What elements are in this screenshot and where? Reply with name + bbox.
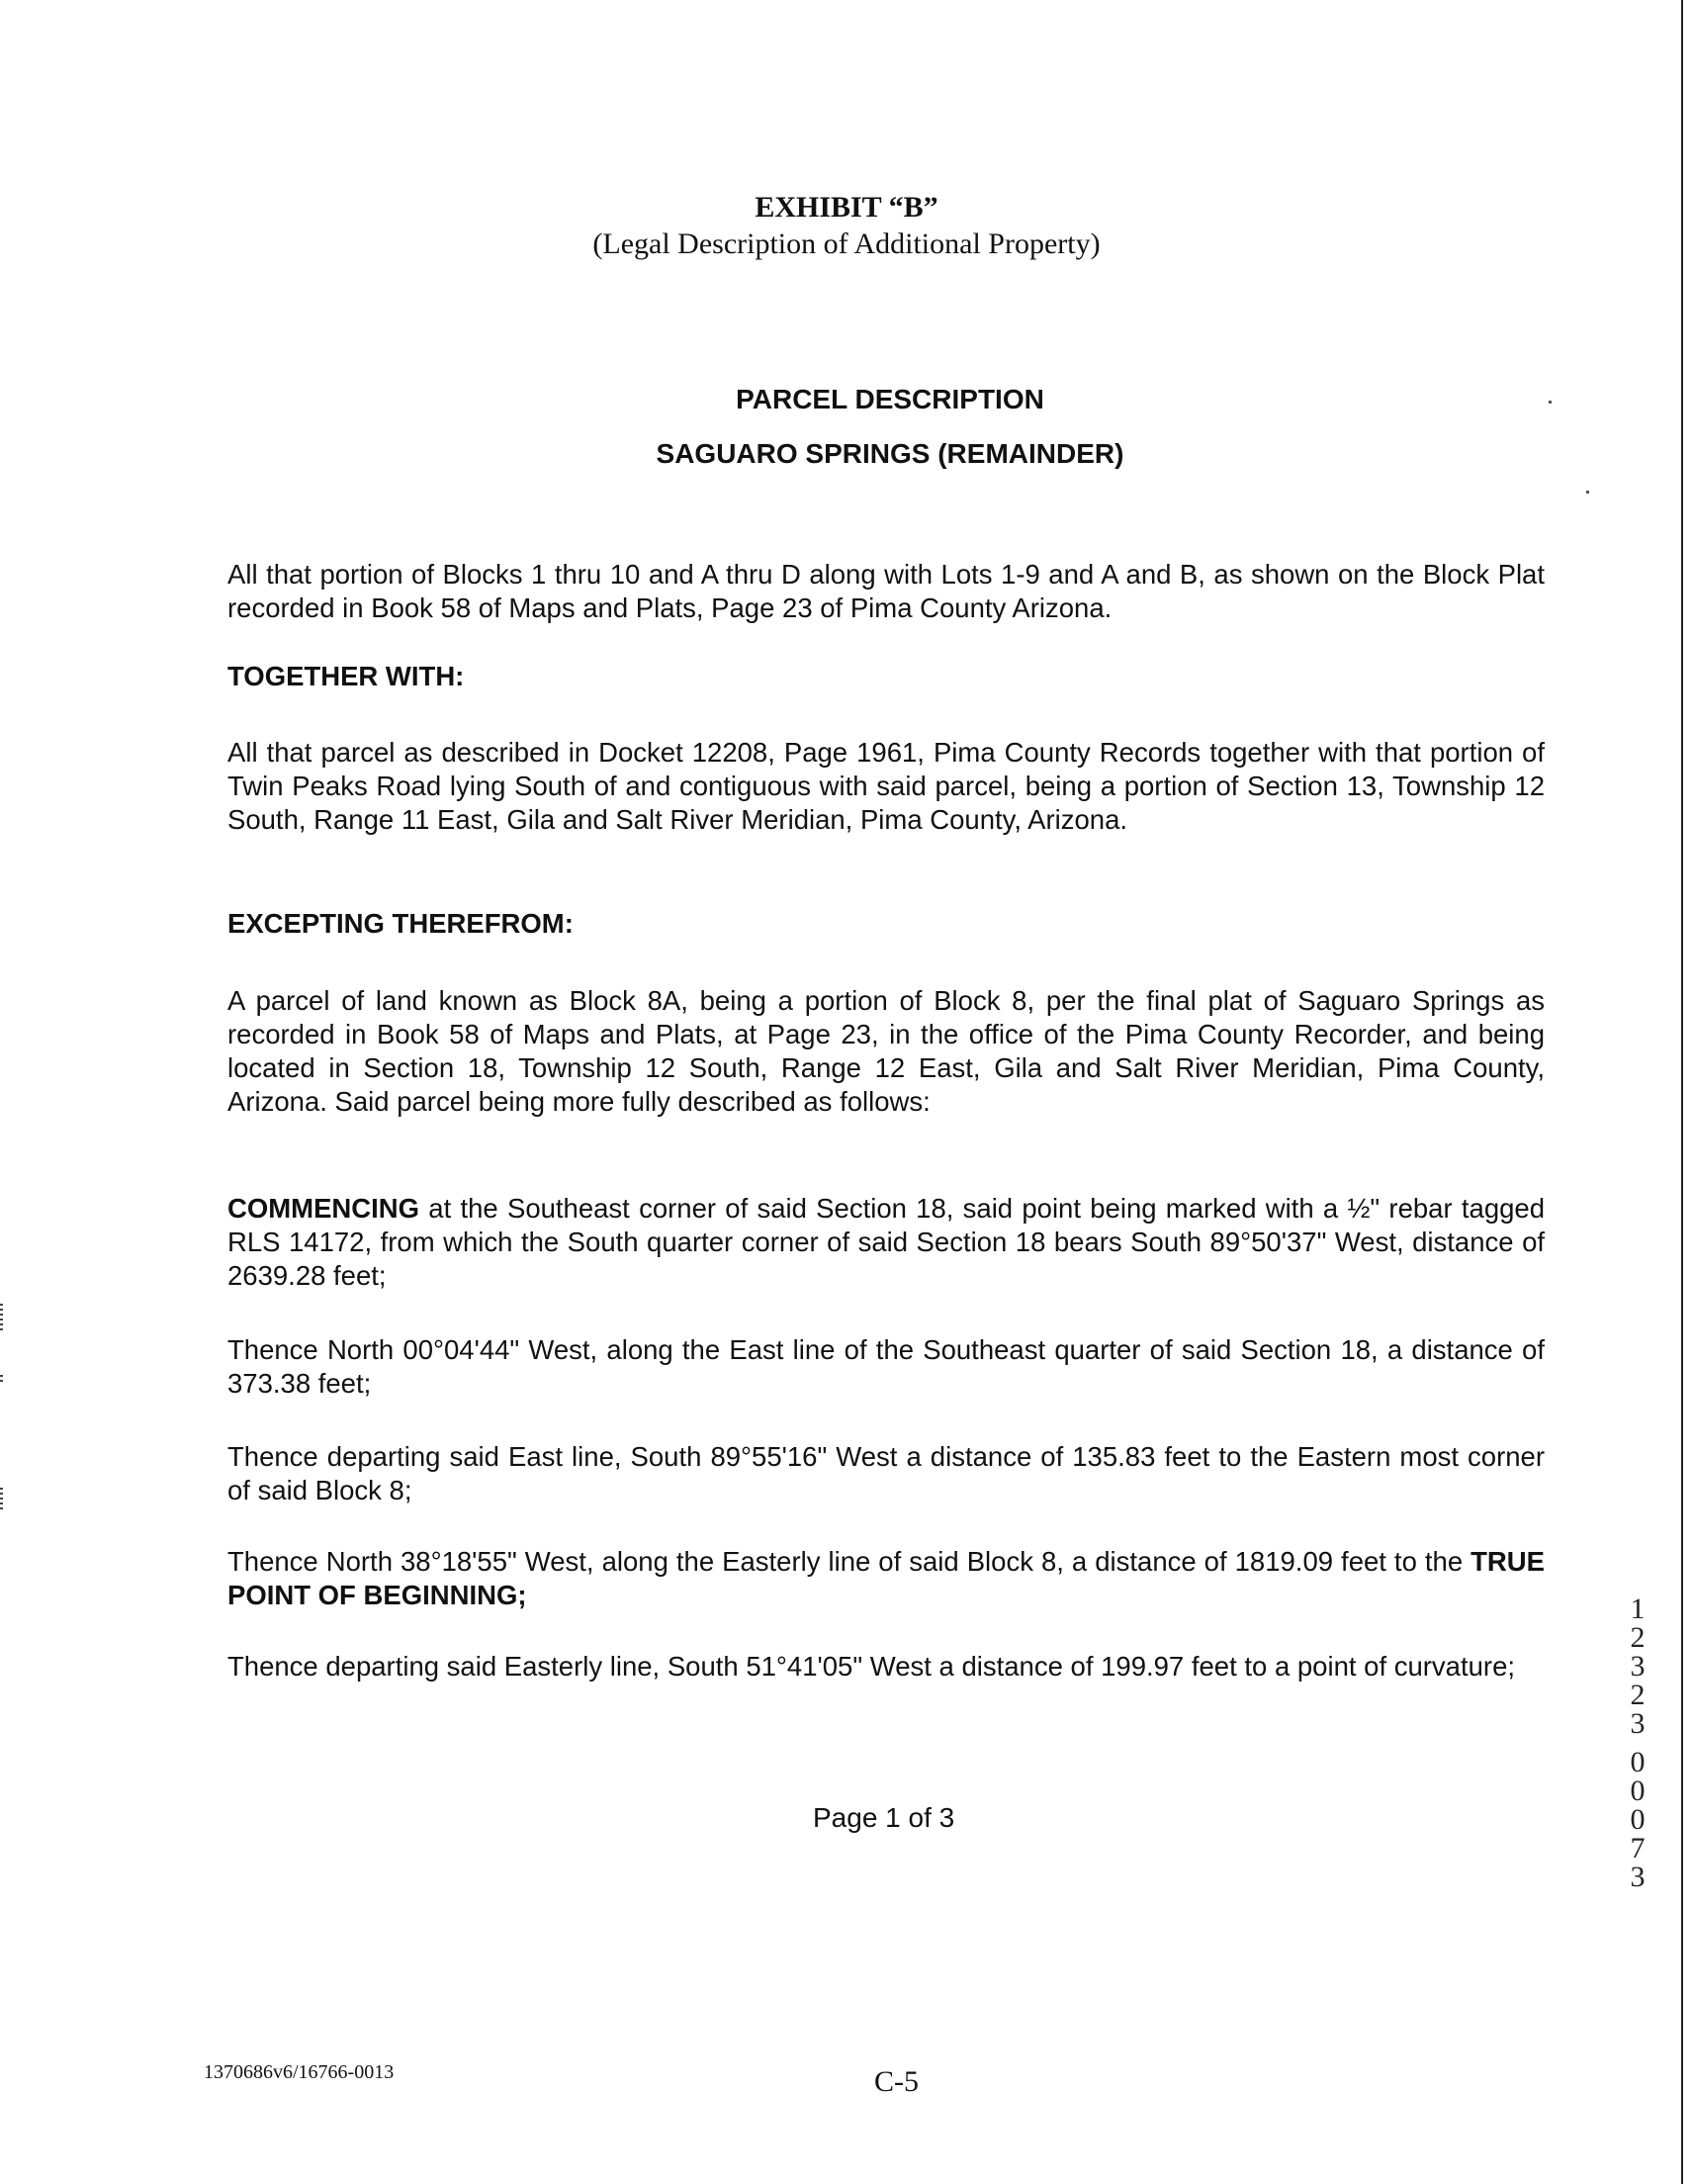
stamp-digit: 3 [1630,1650,1646,1683]
stamp-digit: 7 [1630,1832,1646,1865]
together-with-label: TOGETHER WITH: [227,661,465,691]
true-point-text: Thence North 38°18'55" West, along the Easterly line of said Block 8, a distance of 1819.09 feet to the [227,1546,1471,1577]
commencing-keyword: COMMENCING [227,1193,420,1224]
paragraph-block-8a: A parcel of land known as Block 8A, being a portion of Block 8, per the final plat of Saguaro Springs as recorded in Book 58 of Maps and Plats, at Page 23, in the office of the Pima County Recorder, and being located in Section 18, Township 12 South, Range 12 East, Gila and Salt River Meridian, Pima County, Arizona. Said parcel being more fully described as follows: [227,985,1545,1117]
parcel-title: PARCEL DESCRIPTION [736,384,1044,414]
stamp-digit: 3 [1630,1707,1646,1740]
scan-mark [0,1304,3,1331]
paragraph-together: All that parcel as described in Docket 12208, Page 1961, Pima County Records together with that portion of Twin Peaks Road lying South of and contiguous with said parcel, being a portion of Section 13, Township 12 South, Range 11 East, Gila and Salt River Meridian, Pima County, Arizona. [227,737,1545,835]
paragraph-point-of-curvature: Thence departing said Easterly line, South 51°41'05" West a distance of 199.97 feet to a point of curvature; [227,1651,1516,1682]
scan-mark [0,1375,3,1383]
excepting-therefrom-label: EXCEPTING THEREFROM: [227,908,574,939]
scan-speck [1586,491,1589,494]
footer-exhibit-page: C-5 [874,2065,919,2098]
true-point-keyword: TRUE POINT OF BEGINNING; [227,1546,1545,1610]
page-number: Page 1 of 3 [813,1802,955,1833]
stamp-digit: 2 [1630,1621,1646,1654]
parcel-subtitle: SAGUARO SPRINGS (REMAINDER) [656,438,1124,469]
paragraph-thence-departing: Thence departing said East line, South 89°55'16" West a distance of 135.83 feet to the Eastern most corner of said Block 8; [227,1441,1545,1505]
paragraph-blocks: All that portion of Blocks 1 thru 10 and A thru D along with Lots 1-9 and A and B, as shown on the Block Plat recorded in Book 58 of Maps and Plats, Page 23 of Pima County Arizona. [227,559,1545,623]
exhibit-subtitle: (Legal Description of Additional Property) [592,228,1101,260]
stamp-digit: 3 [1630,1861,1646,1893]
paragraph-thence-north: Thence North 00°04'44" West, along the East line of the Southeast quarter of said Section 18, a distance of 373.38 feet; [227,1334,1545,1399]
stamp-digit: 1 [1630,1592,1646,1625]
commencing-text: at the Southeast corner of said Section 18, said point being marked with a ½" rebar tagged RLS 14172, from which the South quarter corner of said Section 18 bears South 89°50'37" West, distance of 2639.28 feet; [227,1193,1545,1291]
stamp-digit: 2 [1630,1679,1646,1711]
stamp-digit: 0 [1630,1803,1646,1836]
page-edge [1681,0,1683,2184]
exhibit-title: EXHIBIT “B” [755,191,938,224]
scan-mark [0,1488,3,1511]
paragraph-commencing [227,1192,1545,1293]
footer-document-id: 1370686v6/16766-0013 [204,2061,395,2083]
stamp-digit: 0 [1630,1774,1646,1807]
paragraph-true-point [227,1545,1545,1612]
stamp-digit: 0 [1630,1746,1646,1778]
recorder-stamp [1618,1594,1657,1891]
